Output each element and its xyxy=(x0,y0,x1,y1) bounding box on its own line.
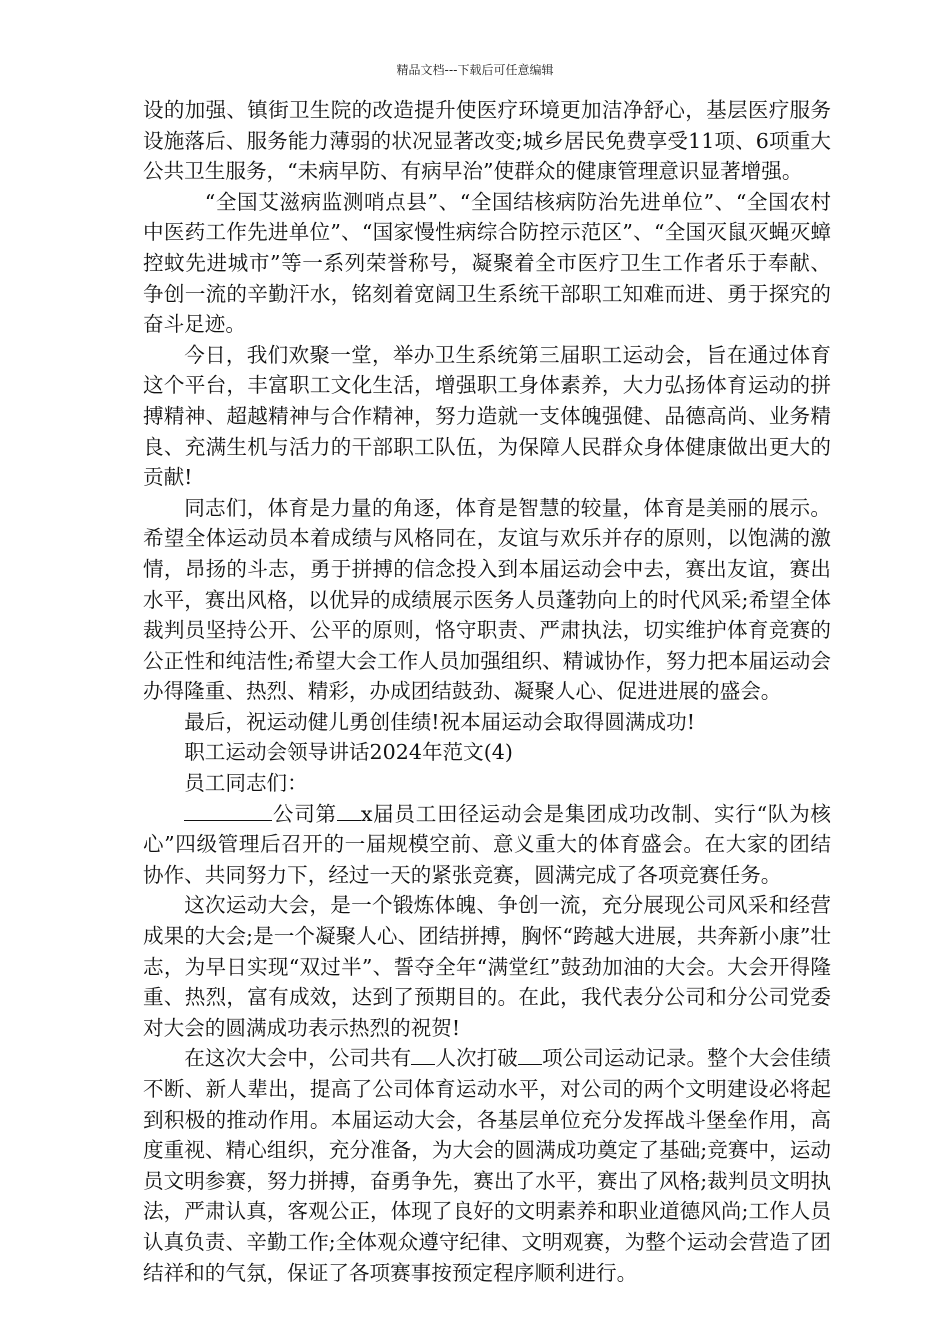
paragraph-company-games-part-a: 公司第 xyxy=(272,801,337,826)
paragraph-games-purpose: 今日，我们欢聚一堂，举办卫生系统第三届职工运动会，旨在通过体育这个平台，丰富职工文化生活，增强职工身体素养，大力弘扬体育运动的拼搏精神、超越精神与合作精神，努力造就一支体魄强健、品德高尚、业务精良、充满生机与活力的干部职工队伍，为保障人民群众身体健康做出更大的贡献! xyxy=(143,342,831,490)
paragraph-company-games xyxy=(143,799,831,891)
document-body xyxy=(143,95,831,1288)
paragraph-event-significance: 这次运动大会，是一个锻炼体魄、争创一流，充分展现公司风采和经营成果的大会;是一个凝聚人心、团结拼搏，胸怀“跨越大进展，共奔新小康”壮志，为早日实现“双过半”、誓夺全年“满堂红”鼓劲加油的大会。大会开得隆重、热烈，富有成效，达到了预期目的。在此，我代表分公司和分公司党委对大会的圆满成功表示热烈的祝贺! xyxy=(143,893,831,1040)
paragraph-records-part-b: 人次打破 xyxy=(435,1046,518,1071)
blank-line-company-name xyxy=(184,802,272,821)
paragraph-company-games-part-b: x届员工田径运动会是集团成功改制、实行“队为核心”四级管理后召开的一届规模空前、意义重大的体育盛会。在大家的团结协作、共同努力下，经过一天的紧张竞赛，圆满完成了各项竞赛任务。 xyxy=(143,801,832,887)
blank-line-session-number xyxy=(337,802,361,821)
paragraph-records-part-c: 项公司运动记录。整个大会佳绩不断、新人辈出，提高了公司体育运动水平，对公司的两个文明建设必将起到积极的推动作用。本届运动大会，各基层单位充分发挥战斗堡垒作用，高度重视、精心组织，充分准备，为大会的圆满成功奠定了基础;竞赛中，运动员文明参赛，努力拼搏，奋勇争先，赛出了水平，赛出了风格;裁判员文明执法，严肃认真，客观公正，体现了良好的文明素养和职业道德风尚;工作人员认真负责、辛勤工作;全体观众遵守纪律、文明观赛，为整个运动会营造了团结祥和的气氛，保证了各项赛事按预定程序顺利进行。 xyxy=(143,1046,832,1285)
paragraph-closing-wishes: 最后，祝运动健儿勇创佳绩!祝本届运动会取得圆满成功! xyxy=(184,709,695,734)
paragraph-honors: “全国艾滋病监测哨点县”、“全国结核病防治先进单位”、“全国农村中医药工作先进单位”、“国家慢性病综合防控示范区”、“全国灭鼠灭蝇灭蟑控蚊先进城市”等一系列荣誉称号，凝聚着全市医疗卫生工作者乐于奉献、争创一流的辛勤汗水，铭刻着宽阔卫生系统干部职工知难而进、勇于探究的奋斗足迹。 xyxy=(143,189,831,337)
page-header: 精品文档---下载后可任意编辑 xyxy=(396,63,554,77)
section-title: 职工运动会领导讲话2024年范文(4) xyxy=(184,740,513,765)
blank-line-people-count xyxy=(411,1046,435,1065)
paragraph-sports-spirit: 同志们，体育是力量的角逐，体育是智慧的较量，体育是美丽的展示。希望全体运动员本着成绩与风格同在，友谊与欢乐并存的原则，以饱满的激情，昂扬的斗志，勇于拼搏的信念投入到本届运动会中去，赛出友谊，赛出水平，赛出风格，以优异的成绩展示医务人员蓬勃向上的时代风采;希望全体裁判员坚持公开、公平的原则，恪守职责、严肃执法，切实维护体育竞赛的公正性和纯洁性;希望大会工作人员加强组织、精诚协作，努力把本届运动会办得隆重、热烈、精彩，办成团结鼓劲、凝聚人心、促进进展的盛会。 xyxy=(143,495,831,704)
paragraph-records xyxy=(143,1043,831,1288)
salutation: 员工同志们： xyxy=(184,771,308,796)
blank-line-record-count xyxy=(518,1046,542,1065)
paragraph-healthcare-improvements: 设的加强、镇街卫生院的改造提升使医疗环境更加洁净舒心，基层医疗服务设施落后、服务能力薄弱的状况显著改变;城乡居民免费享受11项、6项重大公共卫生服务，“未病早防、有病早治”使群众的健康管理意识显著增强。 xyxy=(143,98,831,184)
paragraph-records-part-a: 在这次大会中，公司共有 xyxy=(184,1046,412,1071)
